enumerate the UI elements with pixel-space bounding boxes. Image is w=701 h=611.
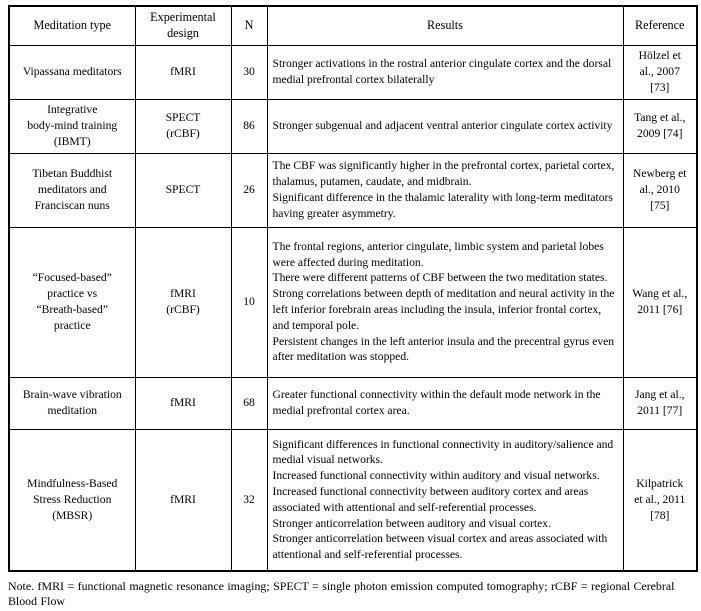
reference-line: [75]	[650, 198, 670, 212]
results-line: Persistent changes in the left anterior insula and the precentral gyrus even after meditation was stopped.	[272, 334, 615, 364]
meditation-type-line: Stress Reduction	[33, 492, 112, 506]
table-header-row	[9, 6, 697, 45]
table-row	[9, 429, 697, 571]
meditation-type-line: meditators and	[37, 183, 107, 197]
meditation-type-line: “Focused-based”	[32, 271, 112, 285]
cell-n: 86	[231, 99, 267, 153]
meditation-type-line: Tibetan Buddhist	[32, 167, 113, 181]
footnote: Note. fMRI = functional magnetic resonance imaging; SPECT = single photon emission computed tomography; rCBF = regional Cerebral Blood Flow	[8, 579, 675, 609]
design-line: fMRI	[170, 396, 196, 410]
meditation-studies-table	[8, 5, 698, 572]
table-row	[9, 153, 697, 227]
meditation-type-line: “Breath-based”	[36, 303, 108, 316]
cell-design	[135, 429, 231, 571]
cell-design	[135, 377, 231, 429]
col-header-n: N	[231, 6, 267, 45]
results-line: The frontal regions, anterior cingulate, limbic system and parietal lobes were affected during meditation.	[272, 239, 604, 269]
reference-line: 2011 [77]	[637, 404, 683, 417]
reference-line: Wang et al.,	[632, 287, 688, 301]
meditation-type-line: (MBSR)	[52, 508, 93, 522]
cell-results	[267, 153, 623, 227]
results-line: Significant difference in the thalamic laterality with long-term meditators having greater asymmetry.	[272, 191, 613, 220]
meditation-type-line: Mindfulness-Based	[27, 477, 118, 491]
design-line: fMRI	[170, 65, 196, 79]
reference-line: 2011 [76]	[637, 303, 683, 316]
cell-reference	[623, 429, 697, 571]
cell-reference	[623, 377, 697, 429]
meditation-type-line: meditation	[47, 404, 98, 417]
reference-line: 2009 [74]	[637, 127, 683, 140]
reference-line: [73]	[650, 80, 670, 94]
design-line: fMRI	[170, 287, 196, 301]
cell-reference	[623, 153, 697, 227]
cell-n: 10	[231, 227, 267, 377]
reference-line: al., 2010	[639, 183, 680, 197]
reference-line: al., 2007	[639, 65, 680, 79]
cell-reference	[623, 99, 697, 153]
results-line: The CBF was significantly higher in the prefrontal cortex, parietal cortex, thalamus, putamen, caudate, and midbrain.	[272, 159, 615, 189]
cell-results	[267, 377, 623, 429]
design-line: (rCBF)	[166, 127, 200, 140]
results-line: Stronger subgenual and adjacent ventral anterior cingulate cortex activity	[272, 119, 613, 133]
cell-reference	[623, 227, 697, 377]
table-row	[9, 45, 697, 99]
table-row	[9, 377, 697, 429]
cell-design	[135, 227, 231, 377]
cell-meditation-type	[9, 99, 135, 153]
cell-results	[267, 45, 623, 99]
results-line: Significant differences in functional connectivity in auditory/salience and medial visual networks.	[272, 437, 614, 467]
reference-line: et al., 2011	[634, 492, 686, 506]
cell-meditation-type	[9, 45, 135, 99]
cell-reference	[623, 45, 697, 99]
cell-n: 30	[231, 45, 267, 99]
design-line: SPECT	[165, 111, 201, 125]
meditation-type-line: practice vs	[47, 287, 98, 301]
col-header-results: Results	[267, 6, 623, 45]
cell-design	[135, 45, 231, 99]
meditation-type-line: Brain-wave vibration	[22, 388, 122, 402]
results-line: Increased functional connectivity within auditory and visual networks.	[272, 469, 600, 483]
cell-meditation-type	[9, 227, 135, 377]
reference-line: Newberg et	[632, 167, 687, 181]
col-header-meditation-type: Meditation type	[9, 6, 135, 45]
cell-n: 32	[231, 429, 267, 571]
meditation-type-line: (IBMT)	[53, 134, 91, 148]
reference-line: Tang et al.,	[634, 111, 686, 125]
cell-meditation-type	[9, 429, 135, 571]
cell-design	[135, 99, 231, 153]
meditation-type-line: body-mind training	[27, 119, 118, 133]
meditation-type-line: Vipassana meditators	[22, 65, 122, 79]
reference-line: Kilpatrick	[636, 477, 684, 491]
meditation-type-line: practice	[53, 318, 91, 332]
reference-line: [78]	[650, 508, 670, 522]
cell-meditation-type	[9, 377, 135, 429]
col-header-experimental-design: Experimental design	[135, 6, 231, 45]
reference-line: Hölzel et	[638, 49, 681, 63]
results-line: Stronger activations in the rostral anterior cingulate cortex and the dorsal medial prefrontal cortex bilaterally	[272, 57, 612, 86]
cell-n: 68	[231, 377, 267, 429]
results-line: Increased functional connectivity between auditory cortex and areas associated with attentional and self-referential processes.	[272, 484, 589, 514]
table-row	[9, 99, 697, 153]
results-line: Stronger anticorrelation between visual cortex and areas associated with attentional and self-referential processes.	[272, 532, 608, 562]
reference-line: Jang et al.,	[634, 388, 685, 402]
cell-results	[267, 99, 623, 153]
design-line: SPECT	[165, 183, 201, 197]
results-line: There were different patterns of CBF between the two meditation states.	[272, 271, 608, 285]
cell-n: 26	[231, 153, 267, 227]
design-line: (rCBF)	[166, 303, 200, 316]
meditation-type-line: Franciscan nuns	[34, 198, 110, 212]
cell-meditation-type	[9, 153, 135, 227]
results-line: Strong correlations between depth of meditation and neural activity in the left inferior forebrain areas including the insula, inferior frontal cortex, and temporal pole.	[272, 287, 615, 332]
cell-design	[135, 153, 231, 227]
col-header-reference: Reference	[623, 6, 697, 45]
table-row	[9, 227, 697, 377]
meditation-type-line: Integrative	[47, 103, 98, 117]
design-line: fMRI	[170, 492, 196, 506]
results-line: Stronger anticorrelation between auditory and visual cortex.	[272, 516, 551, 530]
cell-results	[267, 227, 623, 377]
results-line: Greater functional connectivity within the default mode network in the medial prefrontal cortex area.	[272, 388, 601, 417]
cell-results	[267, 429, 623, 571]
